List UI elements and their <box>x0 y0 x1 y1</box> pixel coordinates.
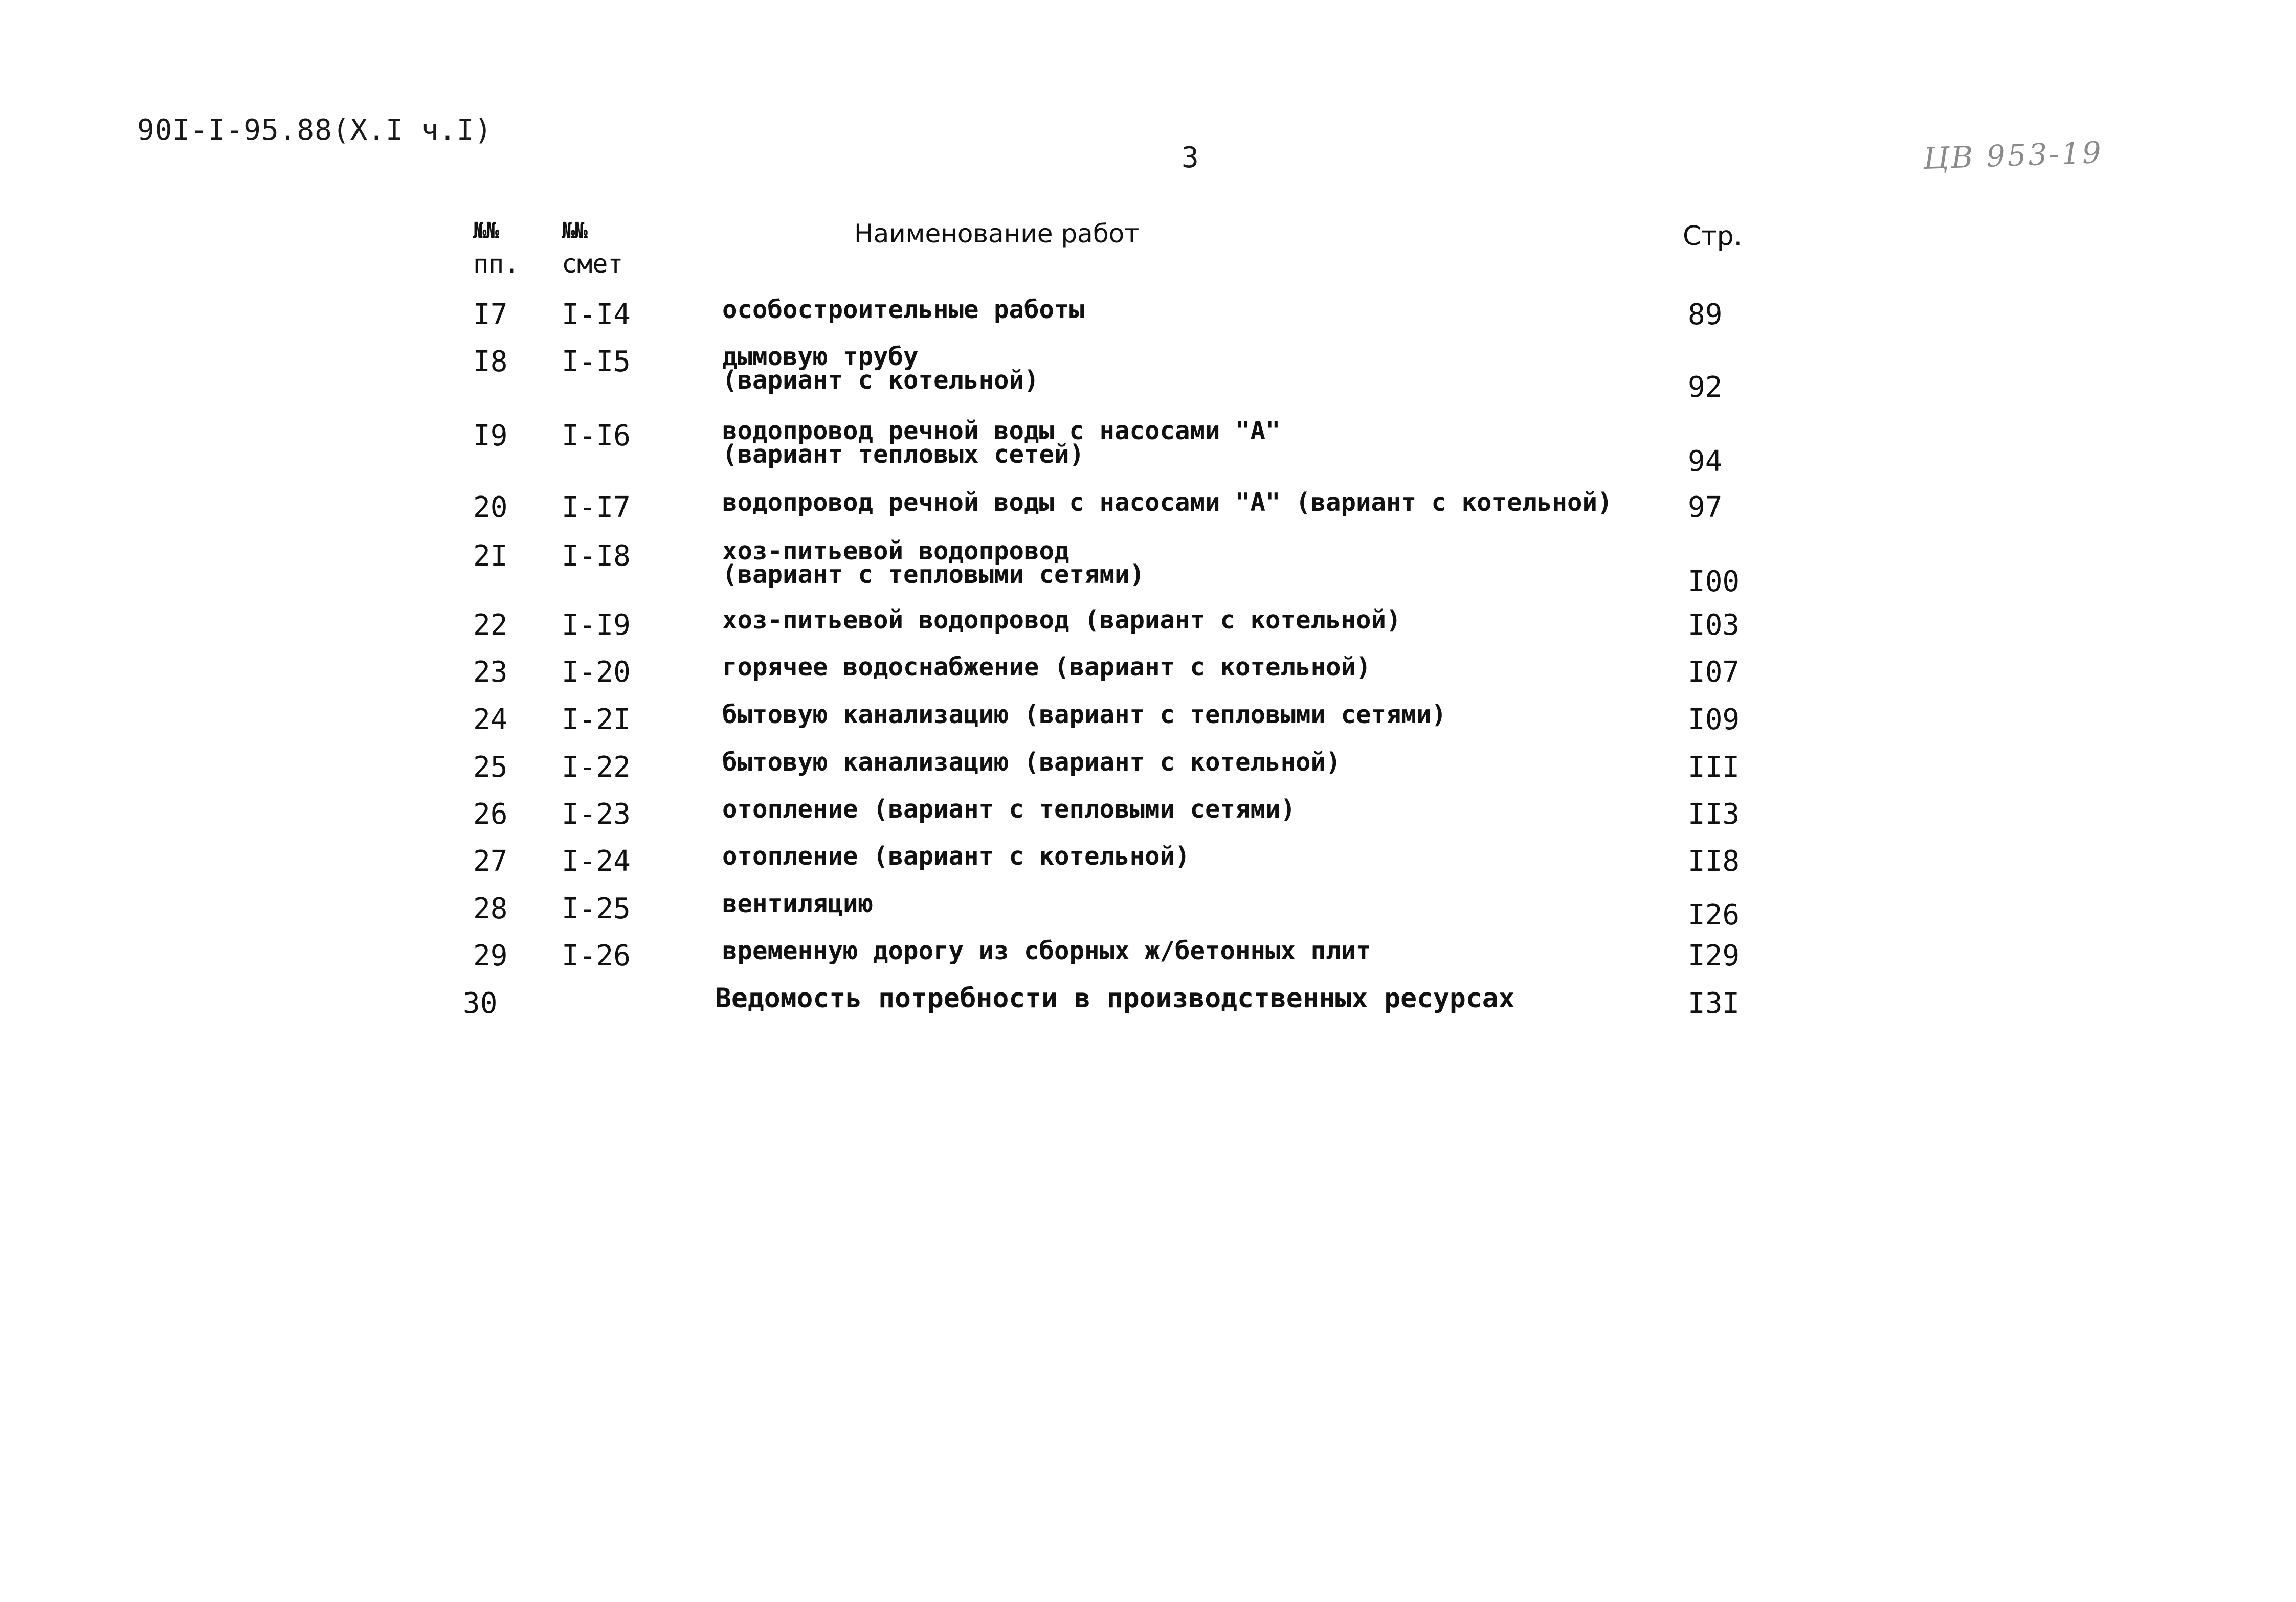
row-item-number: I7 <box>473 298 508 331</box>
row-item-number: I9 <box>473 419 508 453</box>
row-item-number: I8 <box>473 345 508 378</box>
row-work-name <box>722 795 1674 824</box>
row-page-number: I07 <box>1688 656 1740 689</box>
row-item-number: 23 <box>473 656 508 689</box>
row-work-name-line: особостроительные работы <box>722 295 1085 324</box>
row-work-name-line: водопровод речной воды с насосами "А" (вариант с котельной) <box>722 488 1613 517</box>
row-estimate-number: I-26 <box>562 939 631 973</box>
row-work-name-line: (вариант с котельной) <box>722 366 1039 395</box>
row-work-name-line: отопление (вариант с котельной) <box>722 842 1190 871</box>
row-work-name <box>722 889 1674 918</box>
row-estimate-number: I-I5 <box>562 345 631 378</box>
row-estimate-number: I-24 <box>562 845 631 878</box>
row-item-number: 29 <box>473 939 508 973</box>
row-work-name-line: бытовую канализацию (вариант с тепловыми сетями) <box>722 700 1447 729</box>
column-header-item-number-line1: №№ <box>473 218 498 244</box>
row-item-number: 24 <box>473 703 508 736</box>
archive-stamp: ЦВ 953-19 <box>1922 134 2104 176</box>
row-page-number: I03 <box>1688 608 1740 642</box>
row-item-number: 20 <box>473 491 508 524</box>
row-work-name <box>722 936 1674 965</box>
row-work-name-line: (вариант с тепловыми сетями) <box>722 560 1145 589</box>
page-number: 3 <box>1182 141 1199 174</box>
row-work-name-line: отопление (вариант с тепловыми сетями) <box>722 795 1296 824</box>
row-work-name-line: вентиляцию <box>722 889 874 918</box>
row-estimate-number: I-2I <box>562 703 631 736</box>
row-page-number: III <box>1688 751 1740 784</box>
row-item-number: 26 <box>473 798 508 831</box>
row-estimate-number: I-20 <box>562 656 631 689</box>
row-page-number: I26 <box>1688 898 1740 932</box>
row-work-name <box>722 342 1674 395</box>
column-header-work-name: Наименование работ <box>854 219 1140 249</box>
row-work-name <box>722 842 1674 871</box>
row-page-number: II8 <box>1688 845 1740 878</box>
row-page-number: 89 <box>1688 298 1723 331</box>
row-work-name <box>722 652 1674 682</box>
row-estimate-number: I-23 <box>562 798 631 831</box>
row-page-number: 94 <box>1688 445 1723 478</box>
column-header-item-number <box>473 215 534 280</box>
row-page-number: II3 <box>1688 798 1740 831</box>
row-estimate-number: I-I7 <box>562 491 631 524</box>
row-work-name-line: дымовую трубу <box>722 342 919 371</box>
row-page-number: I09 <box>1688 703 1740 736</box>
column-header-page: Стр. <box>1683 221 1743 252</box>
row-page-number: 97 <box>1688 491 1723 524</box>
row-work-name <box>722 488 1674 517</box>
column-header-estimate-number-line2: смет <box>562 249 623 279</box>
row-work-name-line: хоз-питьевой водопровод <box>722 536 1069 566</box>
column-header-estimate-number-line1: №№ <box>562 218 587 244</box>
row-work-name <box>715 983 1666 1014</box>
row-work-name <box>722 416 1674 469</box>
column-header-estimate-number <box>562 215 643 280</box>
row-estimate-number: I-25 <box>562 892 631 926</box>
row-page-number: I00 <box>1688 565 1740 598</box>
row-item-number: 28 <box>473 892 508 926</box>
row-work-name <box>722 700 1674 729</box>
row-estimate-number: I-22 <box>562 751 631 784</box>
row-item-number: 27 <box>473 845 508 878</box>
row-item-number: 22 <box>473 608 508 642</box>
row-estimate-number: I-I9 <box>562 608 631 642</box>
row-work-name-line: хоз-питьевой водопровод (вариант с котельной) <box>722 605 1401 635</box>
row-work-name-line: горячее водоснабжение (вариант с котельной) <box>722 652 1371 682</box>
row-item-number: 30 <box>463 987 498 1020</box>
row-work-name-line: (вариант тепловых сетей) <box>722 440 1085 469</box>
row-work-name <box>722 605 1674 635</box>
row-work-name-line: бытовую канализацию (вариант с котельной) <box>722 748 1341 777</box>
row-estimate-number: I-I6 <box>562 419 631 453</box>
row-work-name-line: водопровод речной воды с насосами "А" <box>722 416 1281 445</box>
column-header-item-number-line2: пп. <box>473 249 520 279</box>
row-item-number: 2I <box>473 539 508 573</box>
row-page-number: I29 <box>1688 939 1740 973</box>
row-work-name <box>722 536 1674 589</box>
row-work-name-line: Ведомость потребности в производственных ресурсах <box>715 983 1515 1014</box>
row-item-number: 25 <box>473 751 508 784</box>
row-work-name <box>722 748 1674 777</box>
table-header <box>0 215 2296 281</box>
document-code: 90I-I-95.88(X.I ч.I) <box>137 114 493 147</box>
row-estimate-number: I-I8 <box>562 539 631 573</box>
row-estimate-number: I-I4 <box>562 298 631 331</box>
row-work-name <box>722 295 1674 324</box>
row-page-number: 92 <box>1688 371 1723 404</box>
row-page-number: I3I <box>1688 987 1740 1020</box>
row-work-name-line: временную дорогу из сборных ж/бетонных плит <box>722 936 1371 965</box>
